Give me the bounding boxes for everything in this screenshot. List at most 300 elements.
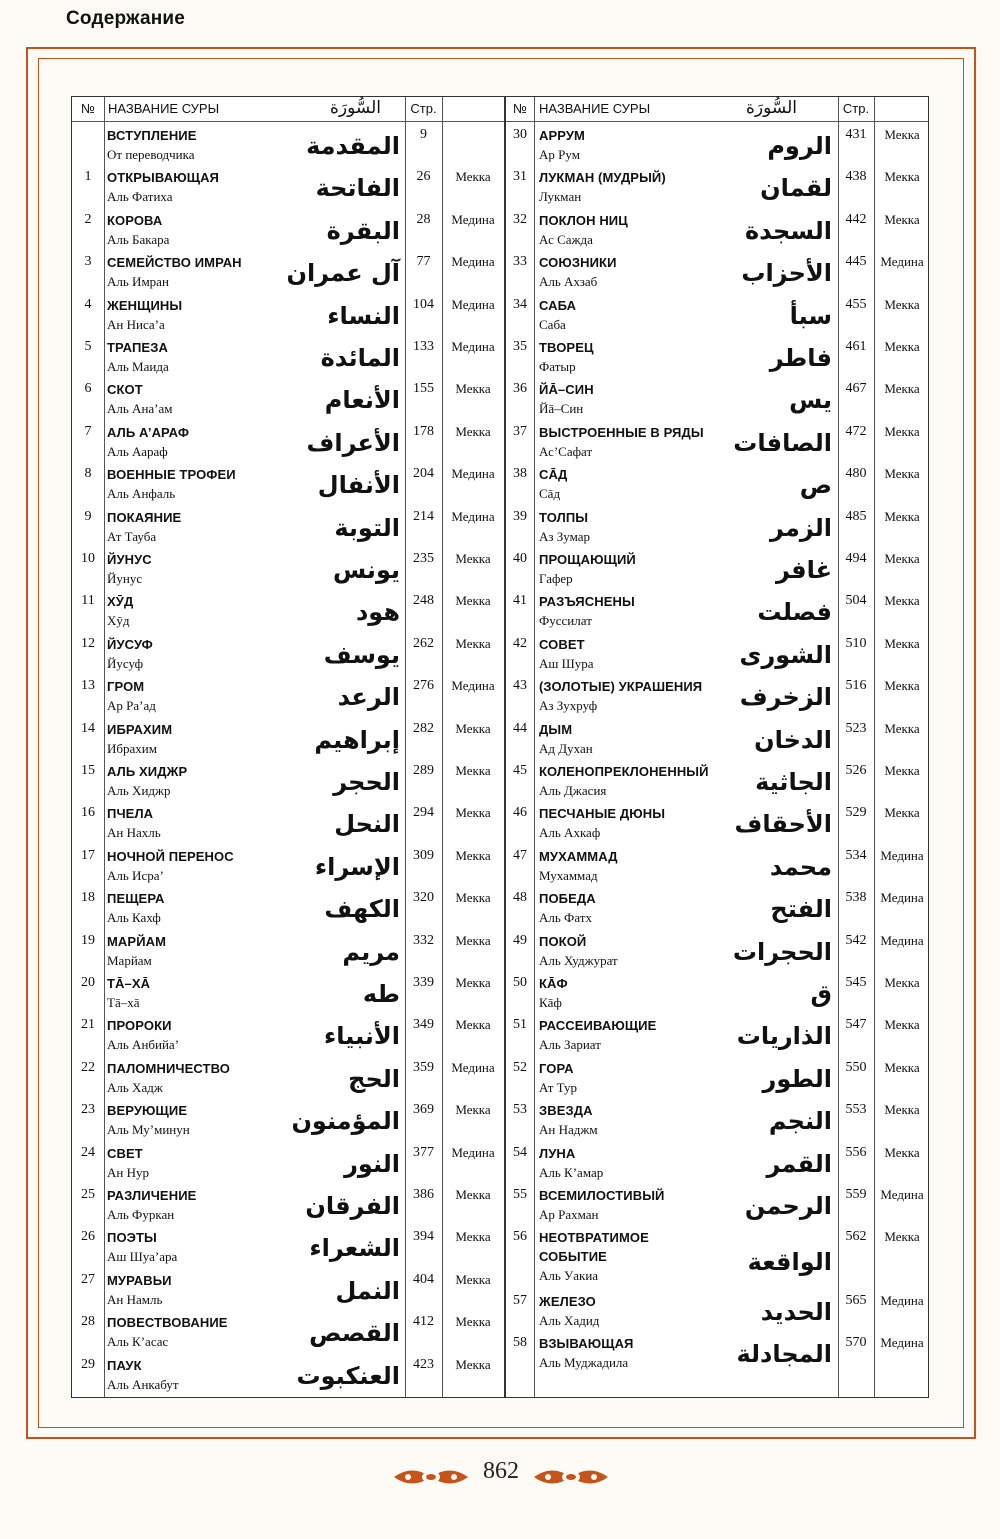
surah-transliteration: Гафер	[539, 571, 573, 586]
revelation-place: Мекка	[884, 1229, 920, 1245]
surah-name	[539, 126, 585, 165]
surah-number: 56	[513, 1229, 527, 1245]
running-title: Содержание	[66, 8, 186, 29]
table-row	[72, 506, 504, 548]
surah-name	[539, 296, 576, 335]
surah-transliteration: Аль Ахкаф	[539, 825, 601, 841]
surah-transliteration: Аль Муджадила	[539, 1355, 629, 1371]
surah-arabic-name: مريم	[342, 937, 400, 966]
surah-transliteration: Аль Фатиха	[107, 189, 173, 205]
surah-name	[539, 1144, 603, 1183]
surah-transliteration: Аль Анбийа’	[107, 1037, 180, 1053]
revelation-place: Мекка	[884, 805, 920, 821]
table-row	[72, 1226, 504, 1268]
page-ref: 394	[413, 1229, 434, 1245]
table-row	[506, 166, 928, 208]
surah-transliteration: Ар Ра’ад	[107, 698, 156, 714]
surah-arabic-name: محمد	[769, 852, 832, 881]
revelation-place: Мекка	[455, 635, 491, 651]
surah-title: ЖЕЛЕЗО	[539, 1294, 596, 1309]
revelation-place: Медина	[880, 847, 924, 863]
revelation-place: Мекка	[884, 169, 920, 185]
surah-arabic-name: يوسف	[323, 640, 400, 669]
table-row	[506, 1014, 928, 1056]
page-ref: 133	[413, 339, 434, 354]
page-ref: 262	[413, 635, 434, 651]
surah-arabic-name: سبأ	[789, 301, 832, 330]
surah-transliteration: Фуссилат	[539, 613, 592, 629]
surah-name	[539, 1101, 598, 1140]
table-row	[506, 1226, 928, 1290]
surah-arabic-name: الفتح	[770, 895, 832, 924]
surah-number: 17	[81, 847, 95, 863]
surah-number: 24	[81, 1144, 95, 1160]
surah-number: 12	[81, 635, 95, 651]
surah-arabic-name: المجادلة	[736, 1340, 832, 1369]
surah-number: 44	[513, 720, 527, 736]
surah-title: НОЧНОЙ ПЕРЕНОС	[107, 848, 234, 864]
surah-arabic-name: النساء	[327, 301, 400, 330]
header-num: №	[81, 101, 95, 116]
revelation-place: Мекка	[455, 720, 491, 736]
surah-arabic-name: الفرقان	[305, 1192, 400, 1220]
table-row	[506, 802, 928, 844]
surah-arabic-name: الحديد	[760, 1298, 832, 1326]
surah-title-line2: СОБЫТИЕ	[539, 1249, 607, 1265]
page-ref: 309	[413, 847, 434, 863]
surah-transliteration: Ан Нур	[107, 1164, 149, 1180]
surah-title: ГОРА	[539, 1060, 574, 1076]
table-row	[506, 463, 928, 505]
surah-transliteration: Аль Маида	[107, 359, 169, 374]
surah-number: 18	[81, 890, 95, 906]
header-rule	[72, 121, 504, 122]
surah-name	[539, 338, 594, 377]
surah-name	[539, 253, 617, 292]
surah-title: ЖЕНЩИНЫ	[107, 297, 183, 313]
surah-number: 40	[513, 551, 527, 566]
table-row	[72, 166, 504, 208]
surah-title: МАРЙАМ	[107, 933, 167, 949]
page-ref: 467	[845, 381, 867, 397]
table-row	[506, 251, 928, 293]
revelation-place: Мекка	[455, 169, 491, 185]
surah-arabic-name: الرحمن	[744, 1192, 832, 1220]
surah-transliteration: Аль К’амар	[539, 1164, 604, 1180]
revelation-place: Медина	[451, 254, 495, 270]
surah-arabic-name: هود	[355, 598, 400, 627]
surah-arabic-name: القصص	[309, 1319, 400, 1348]
page-ref: 235	[413, 551, 434, 566]
page-ref: 9	[420, 127, 427, 142]
table-row	[72, 1269, 504, 1311]
surah-number: 10	[81, 551, 95, 566]
page-ref: 248	[413, 593, 434, 609]
surah-name	[107, 1016, 179, 1055]
surah-name	[539, 465, 567, 504]
surah-transliteration: Аль Хадж	[107, 1079, 163, 1095]
table-row	[506, 972, 928, 1014]
surah-title: ПАУК	[107, 1357, 142, 1373]
page-number: 862	[483, 1458, 519, 1484]
table-row	[506, 548, 928, 590]
surah-transliteration: Фатыр	[539, 359, 576, 374]
page-ref: 565	[845, 1293, 867, 1308]
surah-name	[107, 126, 197, 165]
surah-transliteration: Ас Сажда	[539, 231, 593, 247]
surah-number: 19	[81, 932, 95, 948]
surah-title: ЙĀ–СИН	[539, 382, 594, 398]
surah-name	[539, 889, 596, 928]
page-ref: 339	[413, 975, 434, 990]
table-row	[506, 1332, 928, 1374]
surah-number: 14	[81, 720, 95, 736]
surah-title: ПРОЩАЮЩИЙ	[539, 552, 636, 567]
surah-number: 34	[513, 296, 527, 312]
header-name: НАЗВАНИЕ СУРЫ	[539, 101, 651, 116]
page-ref: 445	[845, 254, 867, 270]
page-ref: 529	[845, 805, 867, 821]
surah-transliteration: Саба	[539, 316, 566, 332]
surah-transliteration: Ан Намль	[107, 1291, 163, 1307]
surah-arabic-name: الإسراء	[314, 852, 400, 881]
surah-arabic-name: الحجرات	[732, 937, 832, 966]
page-ref: 480	[845, 466, 867, 482]
surah-transliteration: Аз Зумар	[539, 528, 591, 544]
header-rule	[506, 121, 928, 122]
surah-number: 39	[513, 508, 527, 524]
page-ref: 538	[845, 890, 867, 906]
surah-number: 35	[513, 339, 527, 354]
surah-name	[107, 762, 187, 801]
surah-number: 48	[513, 890, 527, 906]
surah-transliteration: Ан Наджм	[539, 1122, 598, 1138]
surah-name	[107, 508, 181, 547]
surah-title: ПЧЕЛА	[107, 806, 154, 822]
surah-transliteration: Ан Нахль	[107, 825, 161, 841]
page-ref: 214	[413, 508, 434, 524]
surah-transliteration: Йā–Син	[539, 401, 584, 417]
surah-number: 25	[81, 1187, 95, 1202]
surah-number: 2	[84, 211, 92, 227]
revelation-place: Медина	[451, 296, 495, 312]
surah-title: СОВЕТ	[539, 636, 585, 652]
surah-name	[107, 1186, 196, 1225]
revelation-place: Мекка	[884, 381, 920, 397]
surah-title: ВЗЫВАЮЩАЯ	[539, 1336, 634, 1352]
surah-number: 22	[81, 1059, 95, 1075]
page-ref: 349	[413, 1017, 434, 1033]
surah-arabic-name: ص	[799, 471, 832, 500]
surah-title: ЛУНА	[539, 1145, 576, 1161]
surah-transliteration: Аль Му’минун	[107, 1122, 190, 1138]
table-row	[72, 1311, 504, 1353]
table-row	[72, 590, 504, 632]
revelation-place: Медина	[880, 1335, 924, 1351]
surah-transliteration: Ад Духан	[539, 740, 593, 756]
page-ref: 455	[845, 296, 867, 312]
page-ref: 289	[413, 763, 434, 778]
surah-transliteration: Аль Аараф	[107, 443, 168, 459]
table-row	[72, 378, 504, 420]
page-ref: 332	[413, 932, 434, 948]
revelation-place: Мекка	[455, 1102, 491, 1118]
revelation-place: Медина	[451, 508, 495, 524]
revelation-place: Мекка	[884, 508, 920, 524]
surah-arabic-name: النجم	[768, 1107, 832, 1136]
surah-name	[539, 1292, 599, 1331]
page-ref: 155	[413, 381, 434, 397]
surah-transliteration: Хӯд	[107, 613, 130, 629]
surah-name	[539, 550, 636, 589]
surah-number: 46	[513, 805, 527, 821]
revelation-place: Мекка	[455, 551, 491, 566]
revelation-place: Медина	[451, 339, 495, 354]
surah-arabic-name: إبراهيم	[314, 725, 400, 754]
surah-name	[107, 550, 152, 589]
surah-name	[539, 1059, 577, 1098]
surah-name	[107, 1356, 179, 1395]
surah-number: 26	[81, 1229, 95, 1245]
surah-arabic-name: العنكبوت	[296, 1361, 400, 1390]
surah-arabic-name: غافر	[775, 556, 832, 584]
page-ref: 547	[845, 1017, 867, 1033]
table-row	[72, 336, 504, 378]
surah-name	[107, 1144, 149, 1183]
surah-transliteration: Аль Хадид	[539, 1313, 600, 1328]
surah-transliteration: Аль Кахф	[107, 910, 161, 926]
revelation-place: Медина	[880, 932, 924, 948]
surah-transliteration: Йунус	[107, 571, 143, 586]
header-arabic: السُّورَة	[746, 98, 797, 118]
page-ref: 377	[413, 1144, 434, 1160]
surah-title: СĀД	[539, 467, 568, 483]
surah-transliteration: Марйам	[107, 952, 152, 968]
table-row	[72, 845, 504, 887]
revelation-place: Мекка	[455, 423, 491, 439]
surah-arabic-name: الرعد	[337, 683, 400, 712]
revelation-place: Медина	[880, 1187, 924, 1202]
surah-arabic-name: الزمر	[770, 513, 832, 542]
surah-title: КĀФ	[539, 976, 568, 991]
table-row	[72, 294, 504, 336]
table-row	[72, 1057, 504, 1099]
surah-number: 16	[81, 805, 95, 821]
surah-transliteration: Аль Имран	[107, 274, 169, 290]
revelation-place: Медина	[451, 211, 495, 227]
table-row	[72, 760, 504, 802]
table-row	[72, 802, 504, 844]
surah-number: 50	[513, 975, 527, 990]
surah-number: 31	[513, 169, 527, 185]
revelation-place: Мекка	[455, 932, 491, 948]
header-page: Стр.	[842, 101, 870, 116]
revelation-place: Мекка	[884, 1144, 920, 1160]
surah-arabic-name: الزخرف	[739, 683, 832, 712]
page-ref: 404	[413, 1271, 434, 1287]
surah-number: 42	[513, 635, 527, 651]
surah-transliteration: Аль Фатх	[539, 910, 592, 926]
revelation-place: Мекка	[455, 1314, 491, 1330]
table-row	[506, 718, 928, 760]
surah-arabic-name: الحجر	[333, 768, 400, 796]
table-row	[72, 1142, 504, 1184]
revelation-place: Мекка	[884, 635, 920, 651]
revelation-place: Мекка	[455, 381, 491, 397]
page-ref: 542	[845, 932, 867, 948]
surah-arabic-name: آل عمران	[286, 259, 400, 288]
table-row	[506, 294, 928, 336]
surah-arabic-name: السجدة	[745, 216, 832, 245]
table-row	[506, 760, 928, 802]
surah-name	[107, 1101, 190, 1140]
surah-name	[107, 889, 164, 928]
surah-transliteration: Аш Шура	[539, 655, 594, 671]
surah-transliteration: Кāф	[539, 995, 562, 1010]
surah-arabic-name: الكهف	[324, 895, 400, 924]
page-ref: 442	[845, 211, 867, 227]
revelation-place: Мекка	[884, 423, 920, 439]
revelation-place: Мекка	[884, 678, 920, 694]
page-footer	[0, 1452, 1000, 1512]
page-ref: 276	[413, 678, 434, 694]
ornament-right-icon	[532, 1462, 610, 1492]
surah-number: 15	[81, 763, 95, 778]
surah-arabic-name: النور	[344, 1149, 400, 1178]
revelation-place: Медина	[880, 254, 924, 270]
surah-name	[107, 380, 173, 419]
surah-transliteration: Ар Рум	[539, 147, 580, 162]
surah-title: ПОВЕСТВОВАНИЕ	[107, 1315, 228, 1331]
surah-name	[107, 974, 150, 1013]
surah-number: 5	[84, 339, 92, 354]
surah-number: 43	[513, 678, 527, 694]
surah-name	[539, 592, 635, 631]
surah-number: 23	[81, 1102, 95, 1118]
surah-arabic-name: الجاثية	[755, 768, 832, 796]
surah-name	[539, 635, 594, 674]
surah-arabic-name: الذاريات	[736, 1022, 832, 1051]
surah-transliteration: Ат Тур	[539, 1079, 577, 1095]
surah-number: 52	[513, 1059, 527, 1075]
surah-name	[539, 508, 590, 547]
surah-transliteration: Аль Анкабут	[107, 1376, 179, 1392]
revelation-place: Мекка	[455, 805, 491, 821]
page-ref: 412	[413, 1314, 434, 1330]
surah-number: 9	[84, 508, 92, 524]
page-ref: 438	[845, 169, 867, 185]
surah-title: ВЕРУЮЩИЕ	[107, 1103, 188, 1119]
table-row	[506, 845, 928, 887]
surah-title: ПОКЛОН НИЦ	[539, 212, 628, 228]
surah-transliteration: Аль Хиджр	[107, 783, 171, 798]
surah-name	[107, 423, 189, 462]
surah-title: ПОКАЯНИЕ	[107, 509, 182, 525]
surah-title: ГРОМ	[107, 679, 145, 695]
table-row	[506, 336, 928, 378]
surah-name	[107, 720, 172, 759]
revelation-place: Мекка	[884, 1059, 920, 1075]
surah-title: ХӮД	[107, 594, 134, 610]
revelation-place: Мекка	[884, 339, 920, 354]
surah-title: ВСЕМИЛОСТИВЫЙ	[539, 1188, 665, 1203]
page-ref: 504	[845, 593, 867, 609]
surah-name	[539, 932, 618, 971]
surah-arabic-name: الشعراء	[309, 1234, 400, 1263]
surah-title: ПРОРОКИ	[107, 1018, 172, 1034]
table-row	[72, 251, 504, 293]
surah-name	[539, 974, 568, 1013]
revelation-place: Мекка	[884, 1017, 920, 1033]
surah-number: 49	[513, 932, 527, 948]
page-ref: 485	[845, 508, 867, 524]
surah-name	[539, 720, 593, 759]
surah-arabic-name: النحل	[334, 810, 400, 839]
page-ref: 556	[845, 1144, 867, 1160]
surah-title: НЕОТВРАТИМОЕ	[539, 1230, 649, 1246]
surah-arabic-name: لقمان	[760, 174, 832, 203]
page-ref: 26	[416, 169, 431, 185]
surah-title: РАЗЛИЧЕНИЕ	[107, 1188, 197, 1203]
table-row	[72, 1099, 504, 1141]
surah-title: САБА	[539, 297, 577, 313]
surah-name	[107, 804, 161, 843]
contents-left-column	[72, 97, 504, 1397]
surah-transliteration: Сāд	[539, 486, 561, 502]
surah-number: 45	[513, 763, 527, 778]
revelation-place: Мекка	[884, 763, 920, 778]
table-row	[506, 506, 928, 548]
surah-name	[107, 635, 153, 674]
surah-name	[107, 932, 166, 971]
revelation-place: Медина	[451, 678, 495, 694]
page-ref: 77	[416, 254, 431, 270]
table-row	[506, 124, 928, 166]
surah-transliteration: Аль Джасия	[539, 783, 607, 798]
surah-arabic-name: النمل	[335, 1276, 400, 1305]
surah-arabic-name: الواقعة	[747, 1248, 832, 1277]
page-ref: 28	[416, 211, 431, 227]
revelation-place: Медина	[880, 890, 924, 906]
table-row	[72, 463, 504, 505]
surah-arabic-name: ق	[810, 980, 832, 1008]
revelation-place: Мекка	[884, 551, 920, 566]
table-row	[72, 1184, 504, 1226]
page-ref: 431	[845, 127, 867, 142]
surah-transliteration: Ар Рахман	[539, 1207, 599, 1222]
surah-transliteration: Ан Ниса’а	[107, 316, 165, 332]
surah-name	[107, 296, 182, 335]
surah-arabic-name: يونس	[333, 556, 400, 584]
surah-title: ЙУНУС	[107, 552, 152, 567]
header-name: НАЗВАНИЕ СУРЫ	[108, 101, 220, 116]
page-ref: 570	[845, 1335, 867, 1351]
surah-title: СВЕТ	[107, 1145, 143, 1161]
revelation-place: Мекка	[455, 1187, 491, 1202]
surah-transliteration: Мухаммад	[539, 867, 598, 883]
table-row	[72, 548, 504, 590]
surah-title: ЗВЕЗДА	[539, 1103, 593, 1119]
revelation-place: Мекка	[884, 211, 920, 227]
surah-arabic-name: التوبة	[334, 513, 400, 542]
page-ref: 472	[845, 423, 867, 439]
revelation-place: Медина	[880, 1293, 924, 1308]
revelation-place: Мекка	[455, 1017, 491, 1033]
surah-transliteration: Лукман	[539, 189, 582, 205]
surah-title: ПОБЕДА	[539, 891, 596, 907]
surah-title: СОЮЗНИКИ	[539, 255, 617, 271]
surah-title: АЛЬ А’АРАФ	[107, 424, 190, 440]
